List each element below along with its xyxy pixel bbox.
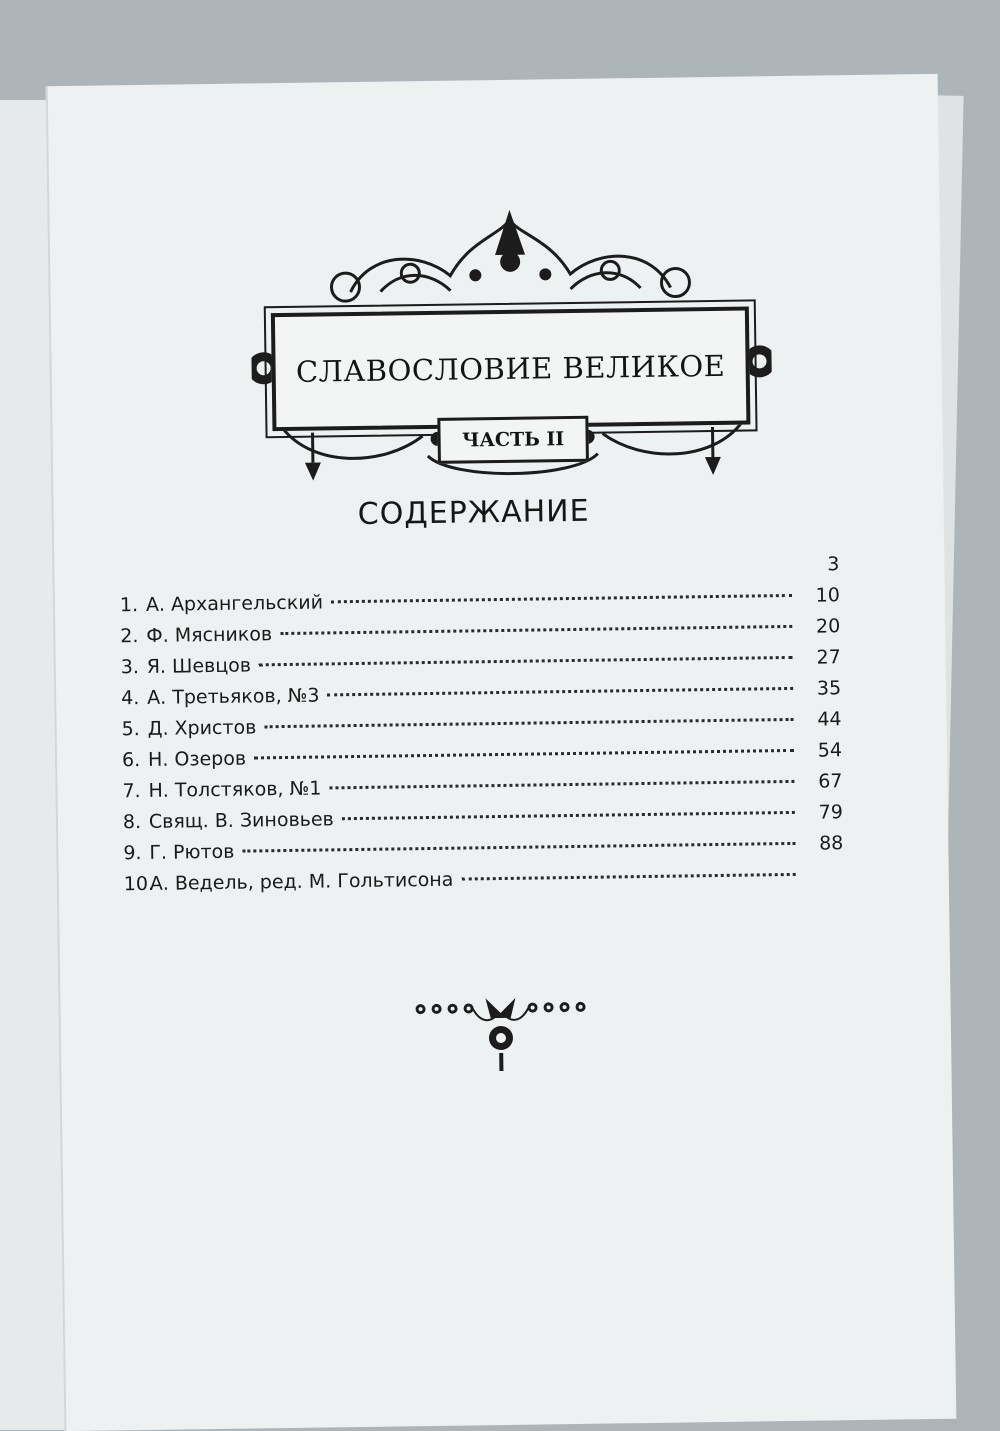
toc-item-label: Н. Толстяков, №1	[148, 777, 322, 802]
toc-item-number: 10.	[123, 872, 155, 896]
toc-item-label: А. Ведель, ред. М. Гольтисона	[149, 868, 454, 895]
toc-item-label: Я. Шевцов	[146, 654, 252, 678]
toc-leader-dots	[331, 594, 792, 603]
toc-item-number: 8.	[122, 811, 142, 834]
toc-leader-dots	[280, 625, 792, 635]
contents-heading: СОДЕРЖАНИЕ	[357, 493, 590, 532]
toc-item-page: 54	[817, 739, 843, 762]
title-cartouche	[249, 176, 773, 483]
toc-item-label: Д. Христов	[147, 716, 257, 740]
book-title: СЛАВОСЛОВИЕ ВЕЛИКОЕ	[295, 348, 726, 389]
toc-item-page	[804, 880, 844, 881]
toc-item-number: 6.	[121, 749, 141, 772]
toc-item-page: 20	[815, 615, 841, 638]
toc-leader-dots	[259, 656, 793, 666]
toc-item-number: 7.	[122, 780, 141, 803]
toc-item-page: 27	[816, 646, 841, 669]
toc-leader-dots	[254, 749, 794, 760]
toc-item-number: 9.	[123, 842, 142, 865]
toc-leader-dots	[461, 873, 795, 881]
toc-item-page: 67	[818, 770, 843, 793]
title-frame	[271, 306, 751, 431]
toc-item-label: А. Архангельский	[145, 591, 324, 616]
toc-item-label: Г. Рютов	[149, 840, 235, 864]
toc-leader-dots	[329, 780, 794, 789]
toc-item-page: 35	[816, 677, 842, 700]
book-subtitle: ЧАСТЬ II	[461, 428, 565, 452]
toc-item-page: 79	[818, 801, 844, 824]
subtitle-frame	[437, 416, 589, 464]
toc-item-page: 10	[815, 584, 840, 607]
toc-leader-dots	[328, 687, 794, 697]
toc-leader-dots	[342, 811, 795, 820]
toc-leader-dots	[242, 842, 795, 853]
toc-item-page: 88	[818, 832, 844, 855]
toc-item-page: 44	[817, 708, 842, 731]
ornament-vignette-icon	[410, 992, 591, 1075]
book-page	[46, 74, 957, 1431]
toc-leader-dots	[264, 718, 793, 728]
toc-item-number: 2.	[120, 625, 139, 648]
table-of-contents	[119, 553, 844, 904]
toc-item-label: Н. Озеров	[147, 747, 247, 771]
toc-item-number: 1.	[119, 594, 139, 617]
toc-item-label: А. Третьяков, №3	[147, 684, 320, 709]
toc-item-number: 4.	[121, 687, 140, 710]
toc-intro-page: 3	[827, 553, 840, 576]
toc-item-number: 5.	[121, 718, 140, 741]
toc-item-label: Свящ. В. Зиновьев	[148, 808, 334, 833]
toc-item-number: 3.	[120, 656, 140, 679]
toc-item-label: Ф. Мясников	[146, 623, 273, 647]
